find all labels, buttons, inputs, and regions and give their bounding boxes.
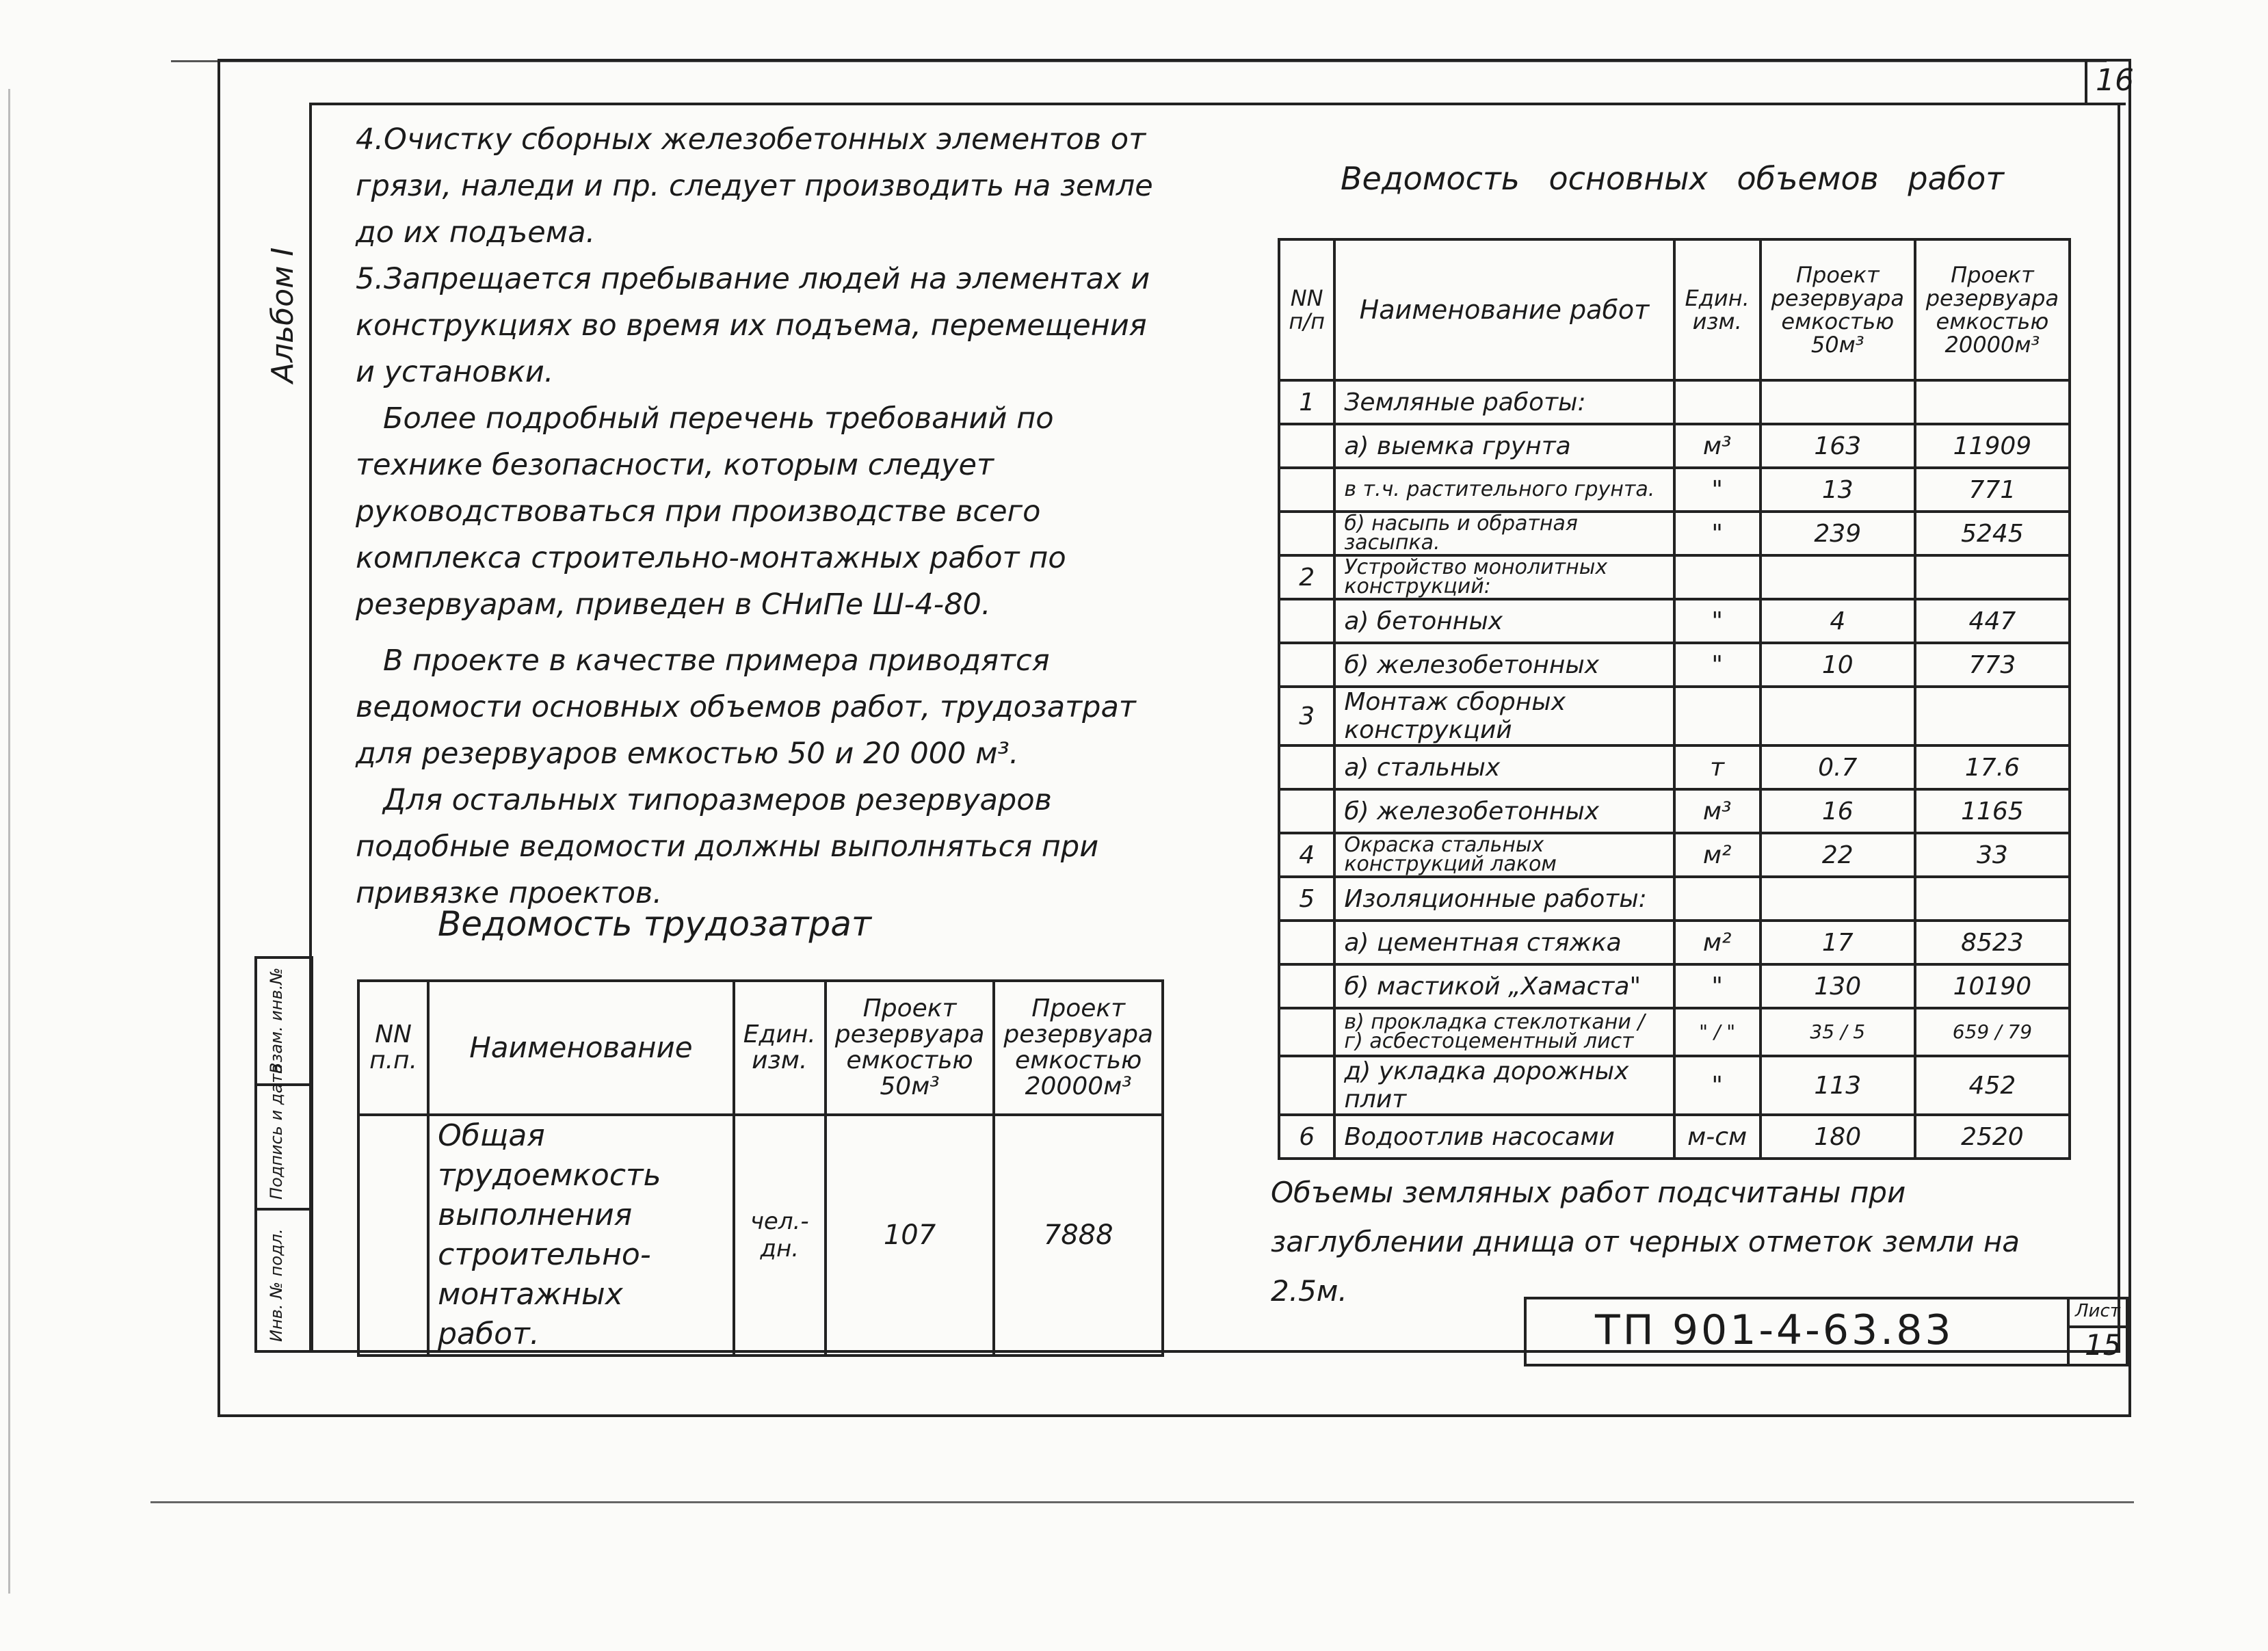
labor-row-name: Общая трудоемкость выполнения строительно-монтажных работ. bbox=[428, 1115, 734, 1356]
volume-cell-num bbox=[1279, 1008, 1334, 1056]
volume-cell-num: 1 bbox=[1279, 380, 1334, 424]
volume-col-50: Проект резервуара емкостью 50м³ bbox=[1761, 239, 1915, 380]
volume-cell-v50: 10 bbox=[1761, 643, 1915, 687]
paragraph-4: 4.Очистку сборных железобетонных элементов от грязи, наледи и пр. следует производить на земле до их подъема. bbox=[356, 122, 1153, 250]
album-label: Альбом I bbox=[265, 247, 300, 383]
volume-cell-name: Окраска стальных конструкций лаком bbox=[1334, 833, 1674, 877]
side-stamp bbox=[254, 956, 313, 1353]
volume-cell-v20000: 5245 bbox=[1915, 512, 2070, 555]
volume-cell-num: 3 bbox=[1279, 687, 1334, 745]
labor-table bbox=[357, 979, 1164, 1357]
volume-cell-num bbox=[1279, 643, 1334, 687]
volume-cell-unit: м² bbox=[1674, 833, 1761, 877]
labor-col-name: Наименование bbox=[428, 981, 734, 1115]
stamp-col-replace: Взам. инв.№ bbox=[267, 967, 286, 1074]
labor-row-20000: 7888 bbox=[994, 1115, 1163, 1356]
volume-cell-v20000: 773 bbox=[1915, 643, 2070, 687]
corner-sheet-number: 16 bbox=[2096, 63, 2134, 98]
volume-cell-name: в) прокладка стеклоткани / г) асбестоцементный лист bbox=[1334, 1008, 1674, 1056]
volume-cell-num bbox=[1279, 468, 1334, 512]
volume-cell-num bbox=[1279, 1056, 1334, 1115]
volume-cell-name: в т.ч. растительного грунта. bbox=[1334, 468, 1674, 512]
volume-row bbox=[1279, 380, 2070, 424]
volume-cell-v20000: 452 bbox=[1915, 1056, 2070, 1115]
volume-cell-v20000: 8523 bbox=[1915, 921, 2070, 964]
sheet-number: 15 bbox=[2085, 1328, 2122, 1362]
volume-cell-unit: м² bbox=[1674, 921, 1761, 964]
volume-row bbox=[1279, 424, 2070, 468]
volume-cell-v50: 4 bbox=[1761, 599, 1915, 643]
volume-cell-num bbox=[1279, 599, 1334, 643]
volume-row bbox=[1279, 599, 2070, 643]
volume-col-unit: Един. изм. bbox=[1674, 239, 1761, 380]
volume-cell-v50: 163 bbox=[1761, 424, 1915, 468]
volume-cell-v50 bbox=[1761, 555, 1915, 599]
volume-cell-v50: 239 bbox=[1761, 512, 1915, 555]
labor-row-unit: чел.-дн. bbox=[734, 1115, 826, 1356]
volume-cell-name: б) мастикой „Хамаста" bbox=[1334, 964, 1674, 1008]
volume-cell-v50: 0.7 bbox=[1761, 745, 1915, 789]
volume-cell-name: Монтаж сборных конструкций bbox=[1334, 687, 1674, 745]
document-code: ТП 901-4-63.83 bbox=[1595, 1306, 1954, 1354]
volume-cell-name: Водоотлив насосами bbox=[1334, 1115, 1674, 1159]
volume-cell-name: д) укладка дорожных плит bbox=[1334, 1056, 1674, 1115]
volume-col-name: Наименование работ bbox=[1334, 239, 1674, 380]
volume-cell-v50 bbox=[1761, 877, 1915, 921]
volume-cell-v20000: 447 bbox=[1915, 599, 2070, 643]
volume-cell-v50 bbox=[1761, 687, 1915, 745]
volume-cell-v50 bbox=[1761, 380, 1915, 424]
volume-cell-v20000: 659 / 79 bbox=[1915, 1008, 2070, 1056]
volume-cell-v20000: 33 bbox=[1915, 833, 2070, 877]
volume-cell-name: а) бетонных bbox=[1334, 599, 1674, 643]
stamp-col-signature: Подпись и дата bbox=[267, 1064, 286, 1200]
volume-cell-v50: 22 bbox=[1761, 833, 1915, 877]
volume-table-title: Ведомость основных объемов работ bbox=[1341, 160, 2005, 197]
volume-cell-num bbox=[1279, 964, 1334, 1008]
volume-row bbox=[1279, 964, 2070, 1008]
volume-cell-unit bbox=[1674, 555, 1761, 599]
volume-col-num: NN п/п bbox=[1279, 239, 1334, 380]
stamp-col-inv: Инв. № подл. bbox=[267, 1228, 286, 1342]
volume-cell-num bbox=[1279, 745, 1334, 789]
labor-col-num: NN п.п. bbox=[358, 981, 428, 1115]
volume-cell-unit: т bbox=[1674, 745, 1761, 789]
volume-cell-unit: " bbox=[1674, 964, 1761, 1008]
labor-col-unit: Един. изм. bbox=[734, 981, 826, 1115]
volume-cell-num: 5 bbox=[1279, 877, 1334, 921]
volume-cell-unit: м³ bbox=[1674, 424, 1761, 468]
volume-cell-name: а) цементная стяжка bbox=[1334, 921, 1674, 964]
earthwork-note: Объемы земляных работ подсчитаны при заглублении днища от черных отметок земли на 2.5м. bbox=[1271, 1176, 2020, 1308]
labor-header-row bbox=[358, 981, 1163, 1115]
volume-cell-v20000 bbox=[1915, 877, 2070, 921]
volume-row bbox=[1279, 1008, 2070, 1056]
volume-cell-unit bbox=[1674, 687, 1761, 745]
volume-cell-unit: м³ bbox=[1674, 789, 1761, 833]
volume-cell-unit: " bbox=[1674, 643, 1761, 687]
labor-col-50: Проект резервуара емкостью 50м³ bbox=[826, 981, 994, 1115]
volume-cell-name: а) стальных bbox=[1334, 745, 1674, 789]
volume-cell-v50: 180 bbox=[1761, 1115, 1915, 1159]
volume-cell-v50: 17 bbox=[1761, 921, 1915, 964]
volume-cell-name: а) выемка грунта bbox=[1334, 424, 1674, 468]
volume-cell-v20000 bbox=[1915, 687, 2070, 745]
labor-col-20000: Проект резервуара емкостью 20000м³ bbox=[994, 981, 1163, 1115]
volume-cell-v20000: 2520 bbox=[1915, 1115, 2070, 1159]
volume-cell-name: б) железобетонных bbox=[1334, 643, 1674, 687]
volume-cell-v20000: 1165 bbox=[1915, 789, 2070, 833]
volume-cell-v50: 16 bbox=[1761, 789, 1915, 833]
paragraph-example: В проекте в качестве примера приводятся ведомости основных объемов работ, трудозатрат для резервуаров емкостью 50 и 20 000 м³. bbox=[356, 644, 1136, 771]
volume-cell-unit: " bbox=[1674, 468, 1761, 512]
volume-cell-name: б) железобетонных bbox=[1334, 789, 1674, 833]
volume-cell-name: Изоляционные работы: bbox=[1334, 877, 1674, 921]
title-block bbox=[1524, 1297, 2128, 1366]
volume-cell-name: Земляные работы: bbox=[1334, 380, 1674, 424]
instructions-text bbox=[356, 116, 1163, 916]
volume-cell-v20000: 10190 bbox=[1915, 964, 2070, 1008]
volume-cell-v50: 130 bbox=[1761, 964, 1915, 1008]
labor-row-num bbox=[358, 1115, 428, 1356]
sheet-label: Лист bbox=[2075, 1301, 2120, 1321]
volume-row bbox=[1279, 468, 2070, 512]
volume-table bbox=[1278, 238, 2071, 1160]
volume-cell-unit: " bbox=[1674, 512, 1761, 555]
volume-cell-v50: 13 bbox=[1761, 468, 1915, 512]
volume-cell-unit bbox=[1674, 380, 1761, 424]
volume-cell-v50: 35 / 5 bbox=[1761, 1008, 1915, 1056]
volume-cell-name: Устройство монолитных конструкций: bbox=[1334, 555, 1674, 599]
volume-cell-num: 4 bbox=[1279, 833, 1334, 877]
volume-cell-unit: м-см bbox=[1674, 1115, 1761, 1159]
labor-row-50: 107 bbox=[826, 1115, 994, 1356]
paragraph-other-sizes: Для остальных типоразмеров резервуаров подобные ведомости должны выполняться при привязке проектов. bbox=[356, 783, 1099, 910]
volume-row bbox=[1279, 1115, 2070, 1159]
volume-cell-v20000 bbox=[1915, 555, 2070, 599]
volume-cell-name: б) насыпь и обратная засыпка. bbox=[1334, 512, 1674, 555]
volume-cell-num: 2 bbox=[1279, 555, 1334, 599]
volume-cell-unit: " bbox=[1674, 1056, 1761, 1115]
volume-row bbox=[1279, 643, 2070, 687]
scan-edge-bottom bbox=[150, 1501, 2134, 1503]
volume-cell-unit bbox=[1674, 877, 1761, 921]
volume-cell-unit: " bbox=[1674, 599, 1761, 643]
volume-cell-v50: 113 bbox=[1761, 1056, 1915, 1115]
volume-header-row bbox=[1279, 239, 2070, 380]
volume-cell-v20000: 11909 bbox=[1915, 424, 2070, 468]
volume-cell-v20000: 17.6 bbox=[1915, 745, 2070, 789]
volume-row bbox=[1279, 921, 2070, 964]
volume-table-body bbox=[1279, 380, 2070, 1159]
volume-cell-v20000: 771 bbox=[1915, 468, 2070, 512]
volume-row bbox=[1279, 687, 2070, 745]
volume-row bbox=[1279, 1056, 2070, 1115]
volume-cell-v20000 bbox=[1915, 380, 2070, 424]
volume-row bbox=[1279, 877, 2070, 921]
volume-cell-num bbox=[1279, 512, 1334, 555]
volume-cell-num bbox=[1279, 789, 1334, 833]
volume-row bbox=[1279, 555, 2070, 599]
volume-cell-unit: " / " bbox=[1674, 1008, 1761, 1056]
scan-edge-left bbox=[8, 89, 10, 1594]
volume-row bbox=[1279, 833, 2070, 877]
volume-row bbox=[1279, 512, 2070, 555]
volume-row bbox=[1279, 745, 2070, 789]
volume-cell-num: 6 bbox=[1279, 1115, 1334, 1159]
labor-row bbox=[358, 1115, 1163, 1356]
paragraph-5: 5.Запрещается пребывание людей на элементах и конструкциях во время их подъема, перемещения и установки. bbox=[356, 262, 1150, 389]
labor-table-title: Ведомость трудозатрат bbox=[438, 904, 871, 944]
volume-col-20000: Проект резервуара емкостью 20000м³ bbox=[1915, 239, 2070, 380]
volume-row bbox=[1279, 789, 2070, 833]
volume-cell-num bbox=[1279, 921, 1334, 964]
paragraph-snip: Более подробный перечень требований по технике безопасности, которым следует руководствоваться при производстве всего комплекса строительно-монтажных работ по резервуарам, приведен в СНиПе Ш-4-80. bbox=[356, 401, 1066, 622]
volume-cell-num bbox=[1279, 424, 1334, 468]
